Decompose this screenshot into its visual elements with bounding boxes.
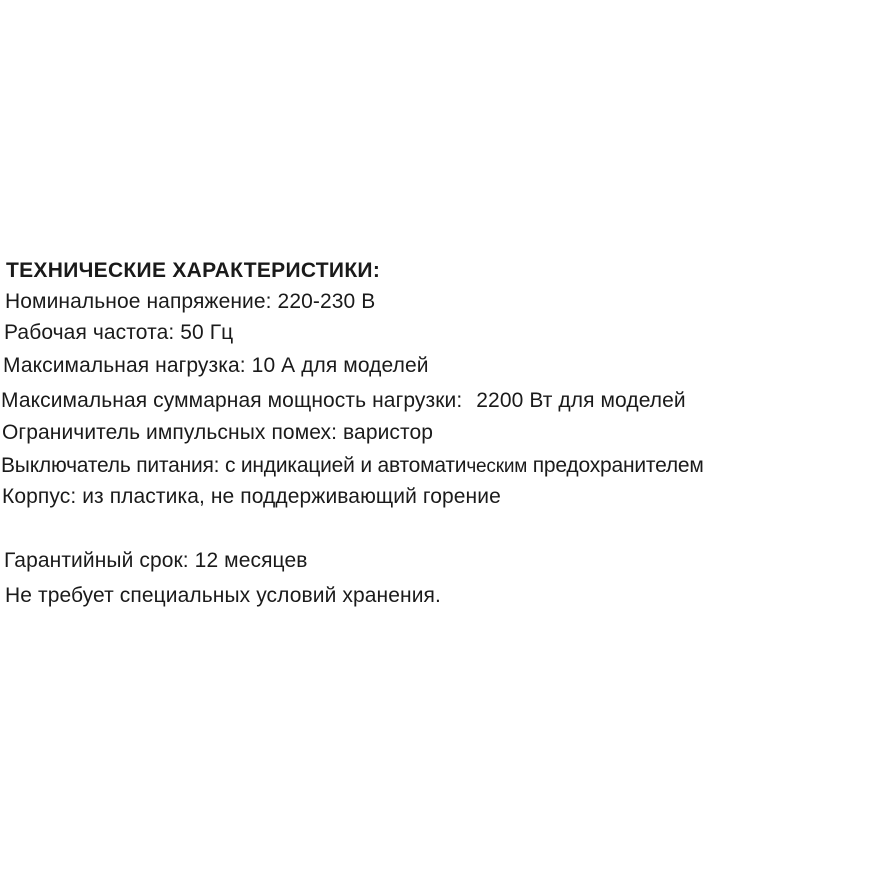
spec-voltage: Номинальное напряжение: 220-230 В [5, 290, 376, 313]
spec-total-power-value: 2200 Вт для моделей [476, 389, 686, 412]
warranty-text: Гарантийный срок: 12 месяцев [4, 549, 308, 572]
spec-total-power-label: Максимальная суммарная мощность нагрузки: [1, 389, 463, 412]
storage-text: Не требует специальных условий хранения. [5, 584, 441, 607]
spec-power-switch-prefix: Выключатель питания: с индикацией и автомати [1, 454, 467, 477]
spec-heading: ТЕХНИЧЕСКИЕ ХАРАКТЕРИСТИКИ: [6, 259, 381, 282]
spec-frequency: Рабочая частота: 50 Гц [4, 321, 234, 344]
spec-power-switch [1, 453, 704, 480]
spec-max-load: Максимальная нагрузка: 10 А для моделей [3, 354, 429, 377]
spec-power-switch-middle: ческим [466, 456, 528, 477]
spec-total-power [1, 388, 686, 414]
spec-housing: Корпус: из пластика, не поддерживающий горение [2, 485, 501, 508]
spec-power-switch-suffix: предохранителем [527, 454, 704, 477]
spec-surge-limiter: Ограничитель импульсных помех: варистор [2, 421, 434, 444]
